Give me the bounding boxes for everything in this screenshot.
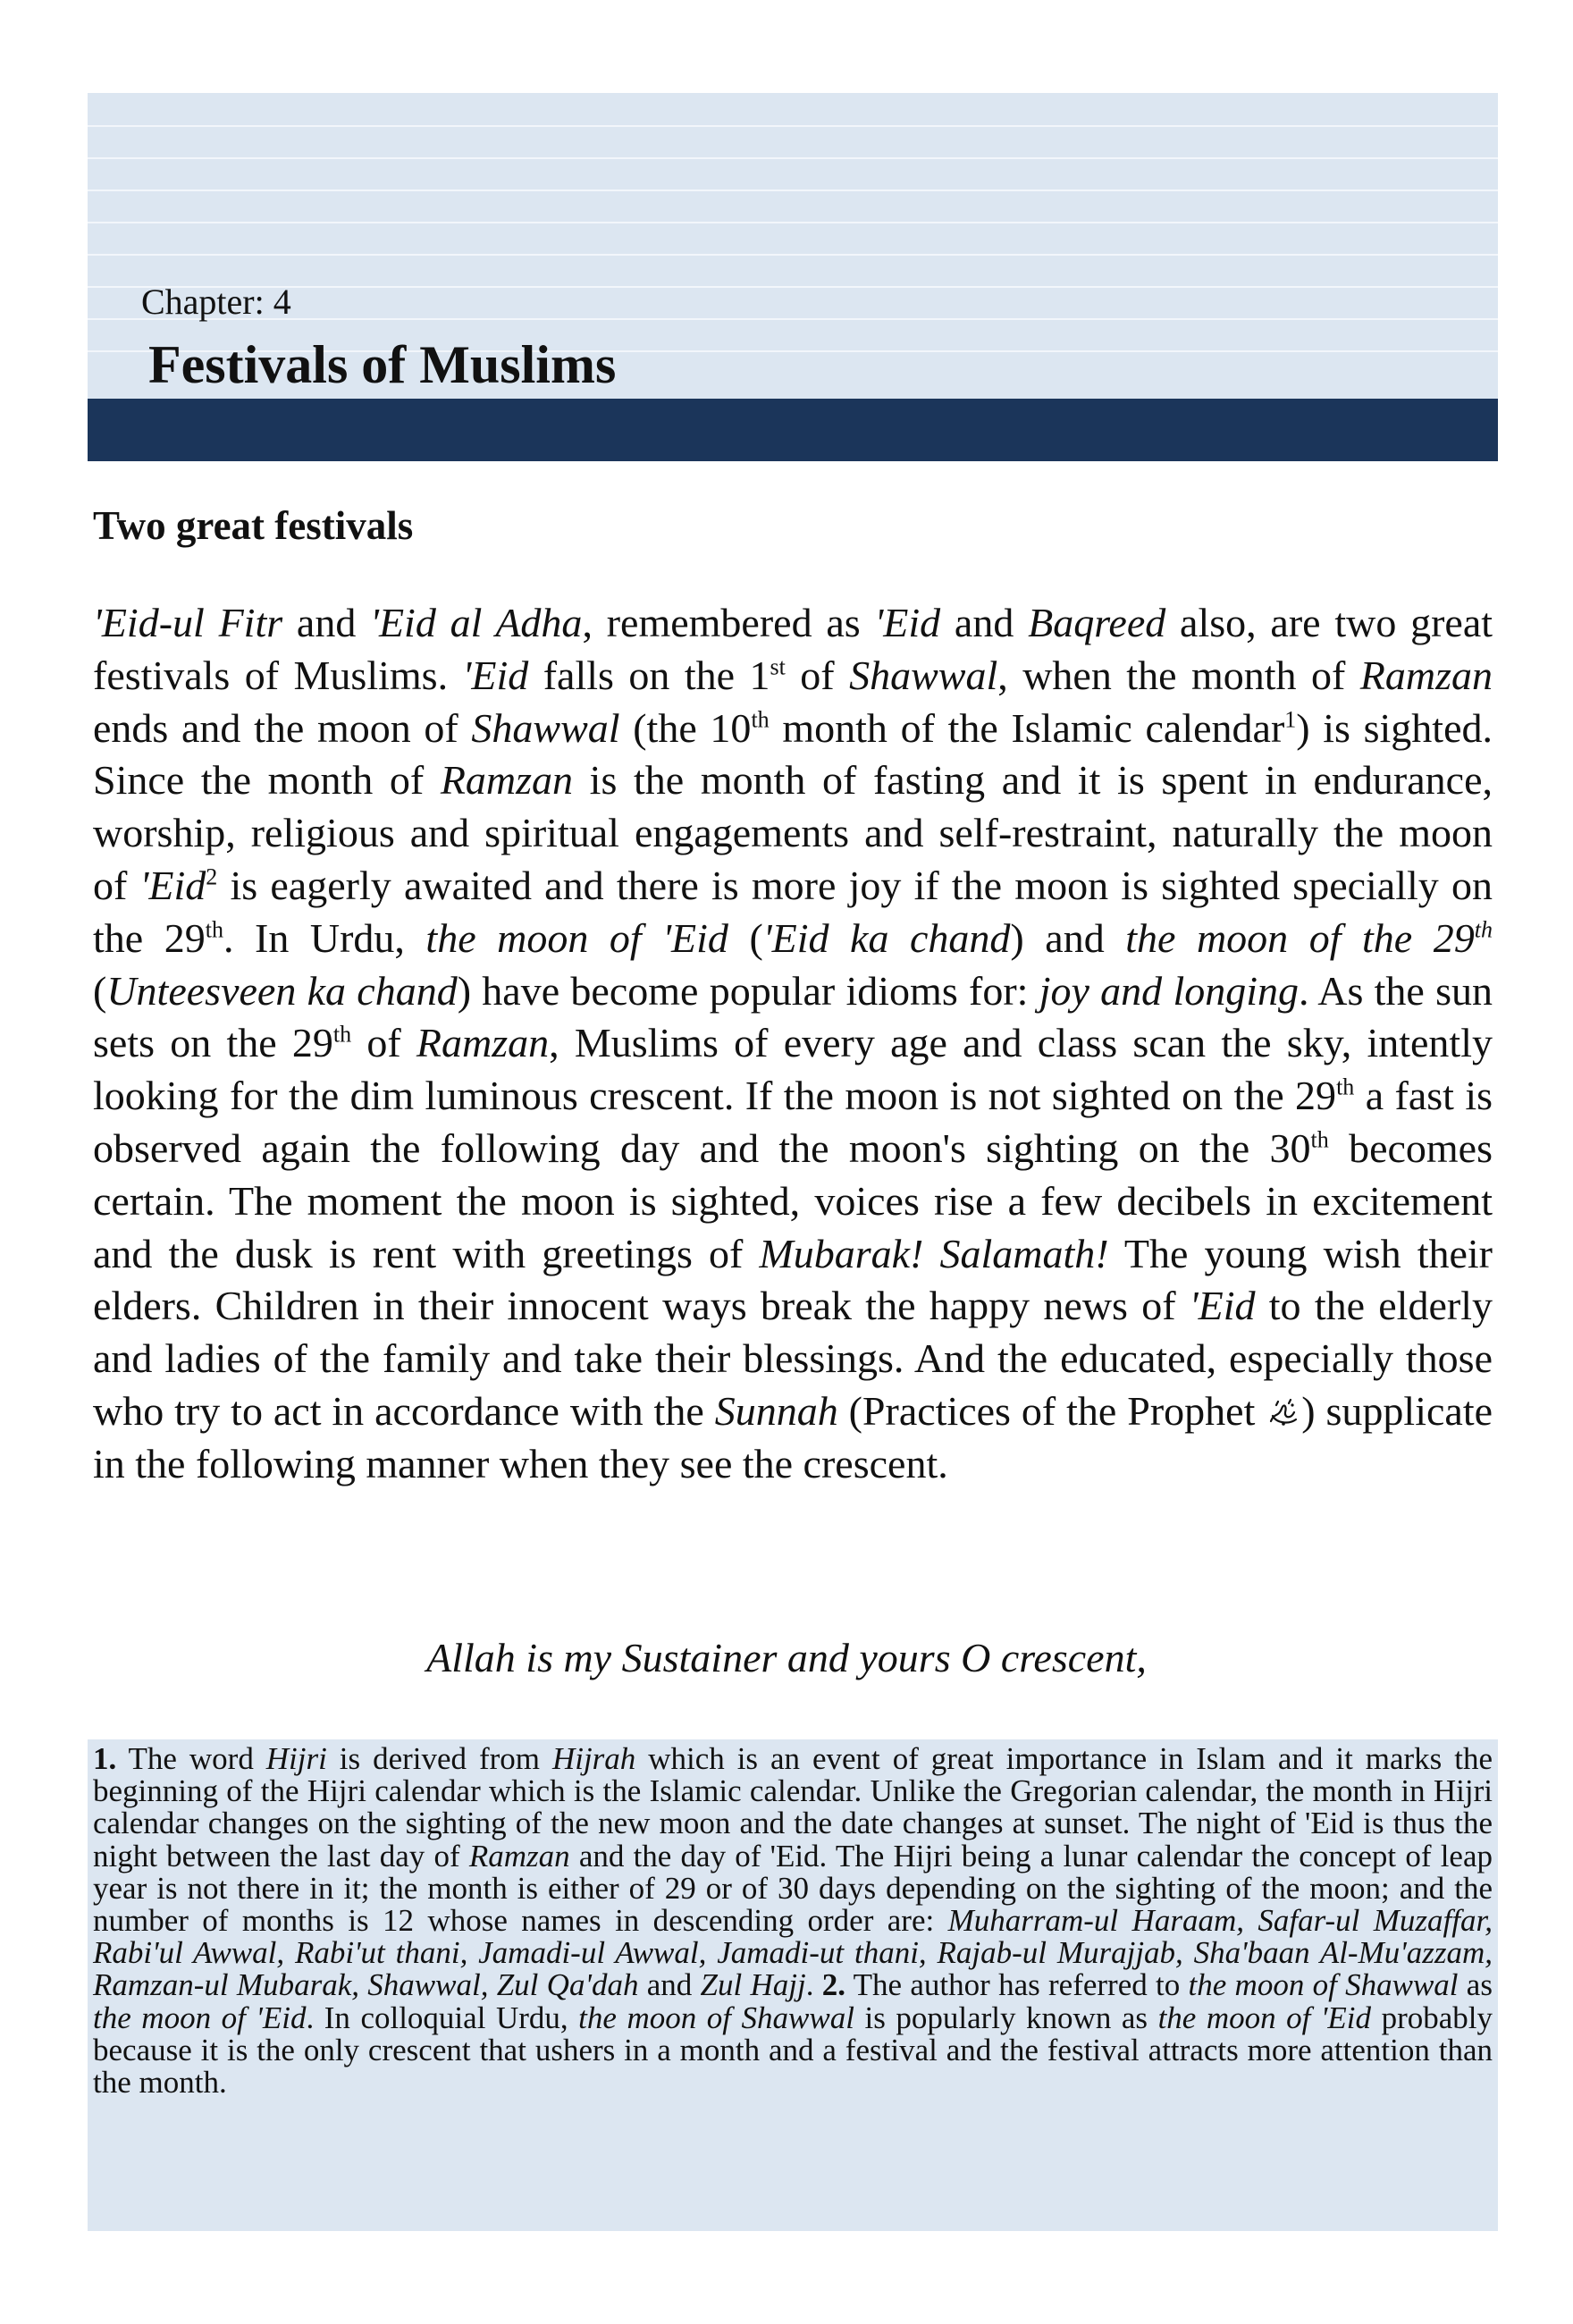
header-band-rule xyxy=(88,189,1498,191)
text: The young wish their elders. Children in their innocent ways break the happy news of xyxy=(93,1230,1493,1329)
footnotes xyxy=(93,1743,1493,2099)
chapter-label: Chapter: 4 xyxy=(141,282,291,322)
term: 'Eid al Adha xyxy=(370,600,583,645)
term: 'Eid xyxy=(462,652,529,698)
text: ) have become popular idioms for: xyxy=(457,967,1039,1014)
term: Ramzan xyxy=(1359,652,1493,698)
salutation-calligraphy-icon xyxy=(1266,1396,1301,1428)
term: Shawwal xyxy=(849,652,998,698)
term: the moon of the 29 xyxy=(1125,914,1475,961)
term: 'Eid-ul Fitr xyxy=(93,600,283,645)
text: a fast is observed again the following day and the moon's sighting on the 30 xyxy=(93,1073,1493,1171)
footnote-number: 1. xyxy=(93,1741,117,1776)
header-band-rule xyxy=(88,222,1498,223)
ordinal-suffix: th xyxy=(1310,1126,1329,1153)
term: Mubarak! Salamath! xyxy=(759,1230,1109,1276)
text: , remembered as xyxy=(582,600,875,645)
term: 'Eid xyxy=(139,862,206,908)
term: Ramzan xyxy=(440,757,574,804)
footnote-ref: 1 xyxy=(1284,706,1297,733)
term: Ramzan xyxy=(416,1020,550,1066)
section-heading: Two great festivals xyxy=(93,503,414,548)
term: 'Eid xyxy=(1189,1283,1256,1329)
text: as xyxy=(1458,1967,1493,2003)
text: falls on the 1 xyxy=(528,652,770,698)
text: The author has referred to xyxy=(845,1967,1189,2003)
text: ends and the moon of xyxy=(93,704,472,751)
text: becomes certain. The moment the moon is sighted, voices rise a few decibels in excitement and the dusk is rent with greetings of xyxy=(93,1124,1493,1276)
text: ) and xyxy=(1010,914,1126,961)
term: Unteesveen ka chand xyxy=(106,967,458,1014)
footnote-number: 2. xyxy=(821,1967,846,2003)
text: is eagerly awaited and there is more joy if the moon is sighted specially on the 29 xyxy=(93,862,1493,961)
term: Hijri xyxy=(265,1741,327,1776)
text: . In Urdu, xyxy=(223,914,426,961)
text: and xyxy=(282,600,371,645)
term: Ramzan xyxy=(468,1838,570,1874)
text: of xyxy=(351,1020,416,1066)
ordinal-suffix: th xyxy=(205,916,223,943)
header-band-rule xyxy=(88,254,1498,256)
term: Zul Hajj xyxy=(700,1967,806,2003)
header-band-rule xyxy=(88,286,1498,288)
ordinal-suffix: st xyxy=(770,653,786,680)
term: Sunnah xyxy=(714,1387,838,1434)
text: also, are two great festivals of Muslims. xyxy=(93,600,1493,698)
ordinal-suffix: th xyxy=(751,706,770,733)
header-band-rule xyxy=(88,318,1498,320)
term: the moon of Shawwal xyxy=(1188,1967,1459,2003)
text: probably because it is the only crescent that ushers in a month and a festival and the festival attracts more attention than the month. xyxy=(93,2000,1493,2101)
text: which is an event of great importance in Islam and it marks the beginning of the Hijri calendar which is the Islamic calendar. Unlike the Gregorian calendar, the month in Hijri calendar changes on the sighting of the new moon and the date changes at sunset. The night of 'Eid is thus the night between the last day of xyxy=(93,1741,1493,1874)
term: the moon of 'Eid xyxy=(425,914,728,961)
text: , when the month of xyxy=(997,652,1360,698)
text: is the month of fasting and it is spent in endurance, worship, religious and spiritual engagements and self-restraint, naturally the moon of xyxy=(93,757,1493,908)
term: th xyxy=(1474,916,1493,943)
footnote-ref: 2 xyxy=(206,863,218,890)
text: . In colloquial Urdu, xyxy=(306,2000,579,2035)
text: and xyxy=(940,600,1029,645)
text: . xyxy=(805,1967,822,2003)
text: ) supplicate in the following manner when they see the crescent. xyxy=(93,1387,1493,1486)
supplication-quote: Allah is my Sustainer and yours O crescent, xyxy=(426,1635,1147,1680)
text: ( xyxy=(728,914,763,961)
ordinal-suffix xyxy=(1475,916,1493,942)
term: Hijrah xyxy=(551,1741,636,1776)
chapter-header-bar xyxy=(88,399,1498,461)
ordinal-suffix: th xyxy=(332,1022,352,1048)
term: Muharram-ul Haraam, Safar-ul Muzaffar, Rabi'ul Awwal, Rabi'ut thani, Jamadi-ul Awwal, Jamadi-ut thani, Rajab-ul Murajjab, Sha'baan Al-Mu'azzam, Ramzan-ul Mubarak, Shawwal, Zul Qa'dah xyxy=(93,1903,1493,2003)
term: 'Eid xyxy=(874,600,941,645)
text: (the 10 xyxy=(619,704,752,751)
term: the moon of 'Eid xyxy=(1157,2000,1372,2035)
text: is derived from xyxy=(326,1741,552,1776)
term: Shawwal xyxy=(471,704,620,751)
term: the moon of Shawwal xyxy=(578,2000,854,2035)
term: Baqreed xyxy=(1028,600,1166,645)
chapter-title: Festivals of Muslims xyxy=(148,335,617,394)
text: to the elderly and ladies of the family and take their blessings. And the educated, especially those who try to act in accordance with the xyxy=(93,1283,1493,1434)
term: the moon of 'Eid xyxy=(93,2000,307,2035)
header-band-rule xyxy=(88,125,1498,127)
text: ) is sighted. Since the month of xyxy=(93,704,1493,804)
ordinal-suffix: th xyxy=(1336,1074,1355,1100)
text: ( xyxy=(93,967,107,1014)
text: and the day of 'Eid. The Hijri being a lunar calendar the concept of leap year is not there in it; the month is either of 29 or of 30 days depending on the sighting of the moon; and the number of months is 12 whose names in descending order are: xyxy=(93,1838,1493,1939)
text: . As the sun sets on the 29 xyxy=(93,967,1493,1066)
text: of xyxy=(785,652,850,698)
text: (Practices of the Prophet xyxy=(837,1387,1266,1434)
text: , Muslims of every age and class scan the sky, intently looking for the dim luminous crescent. If the moon is not sighted on the 29 xyxy=(93,1020,1493,1119)
text: is popularly known as xyxy=(854,2000,1158,2035)
text: month of the Islamic calendar xyxy=(769,704,1285,751)
text: The word xyxy=(116,1741,266,1776)
term: 'Eid ka chand xyxy=(762,914,1011,961)
header-band-rule xyxy=(88,157,1498,159)
text: and xyxy=(638,1967,701,2003)
body-paragraph xyxy=(93,597,1493,1491)
term: joy and longing xyxy=(1039,967,1300,1014)
